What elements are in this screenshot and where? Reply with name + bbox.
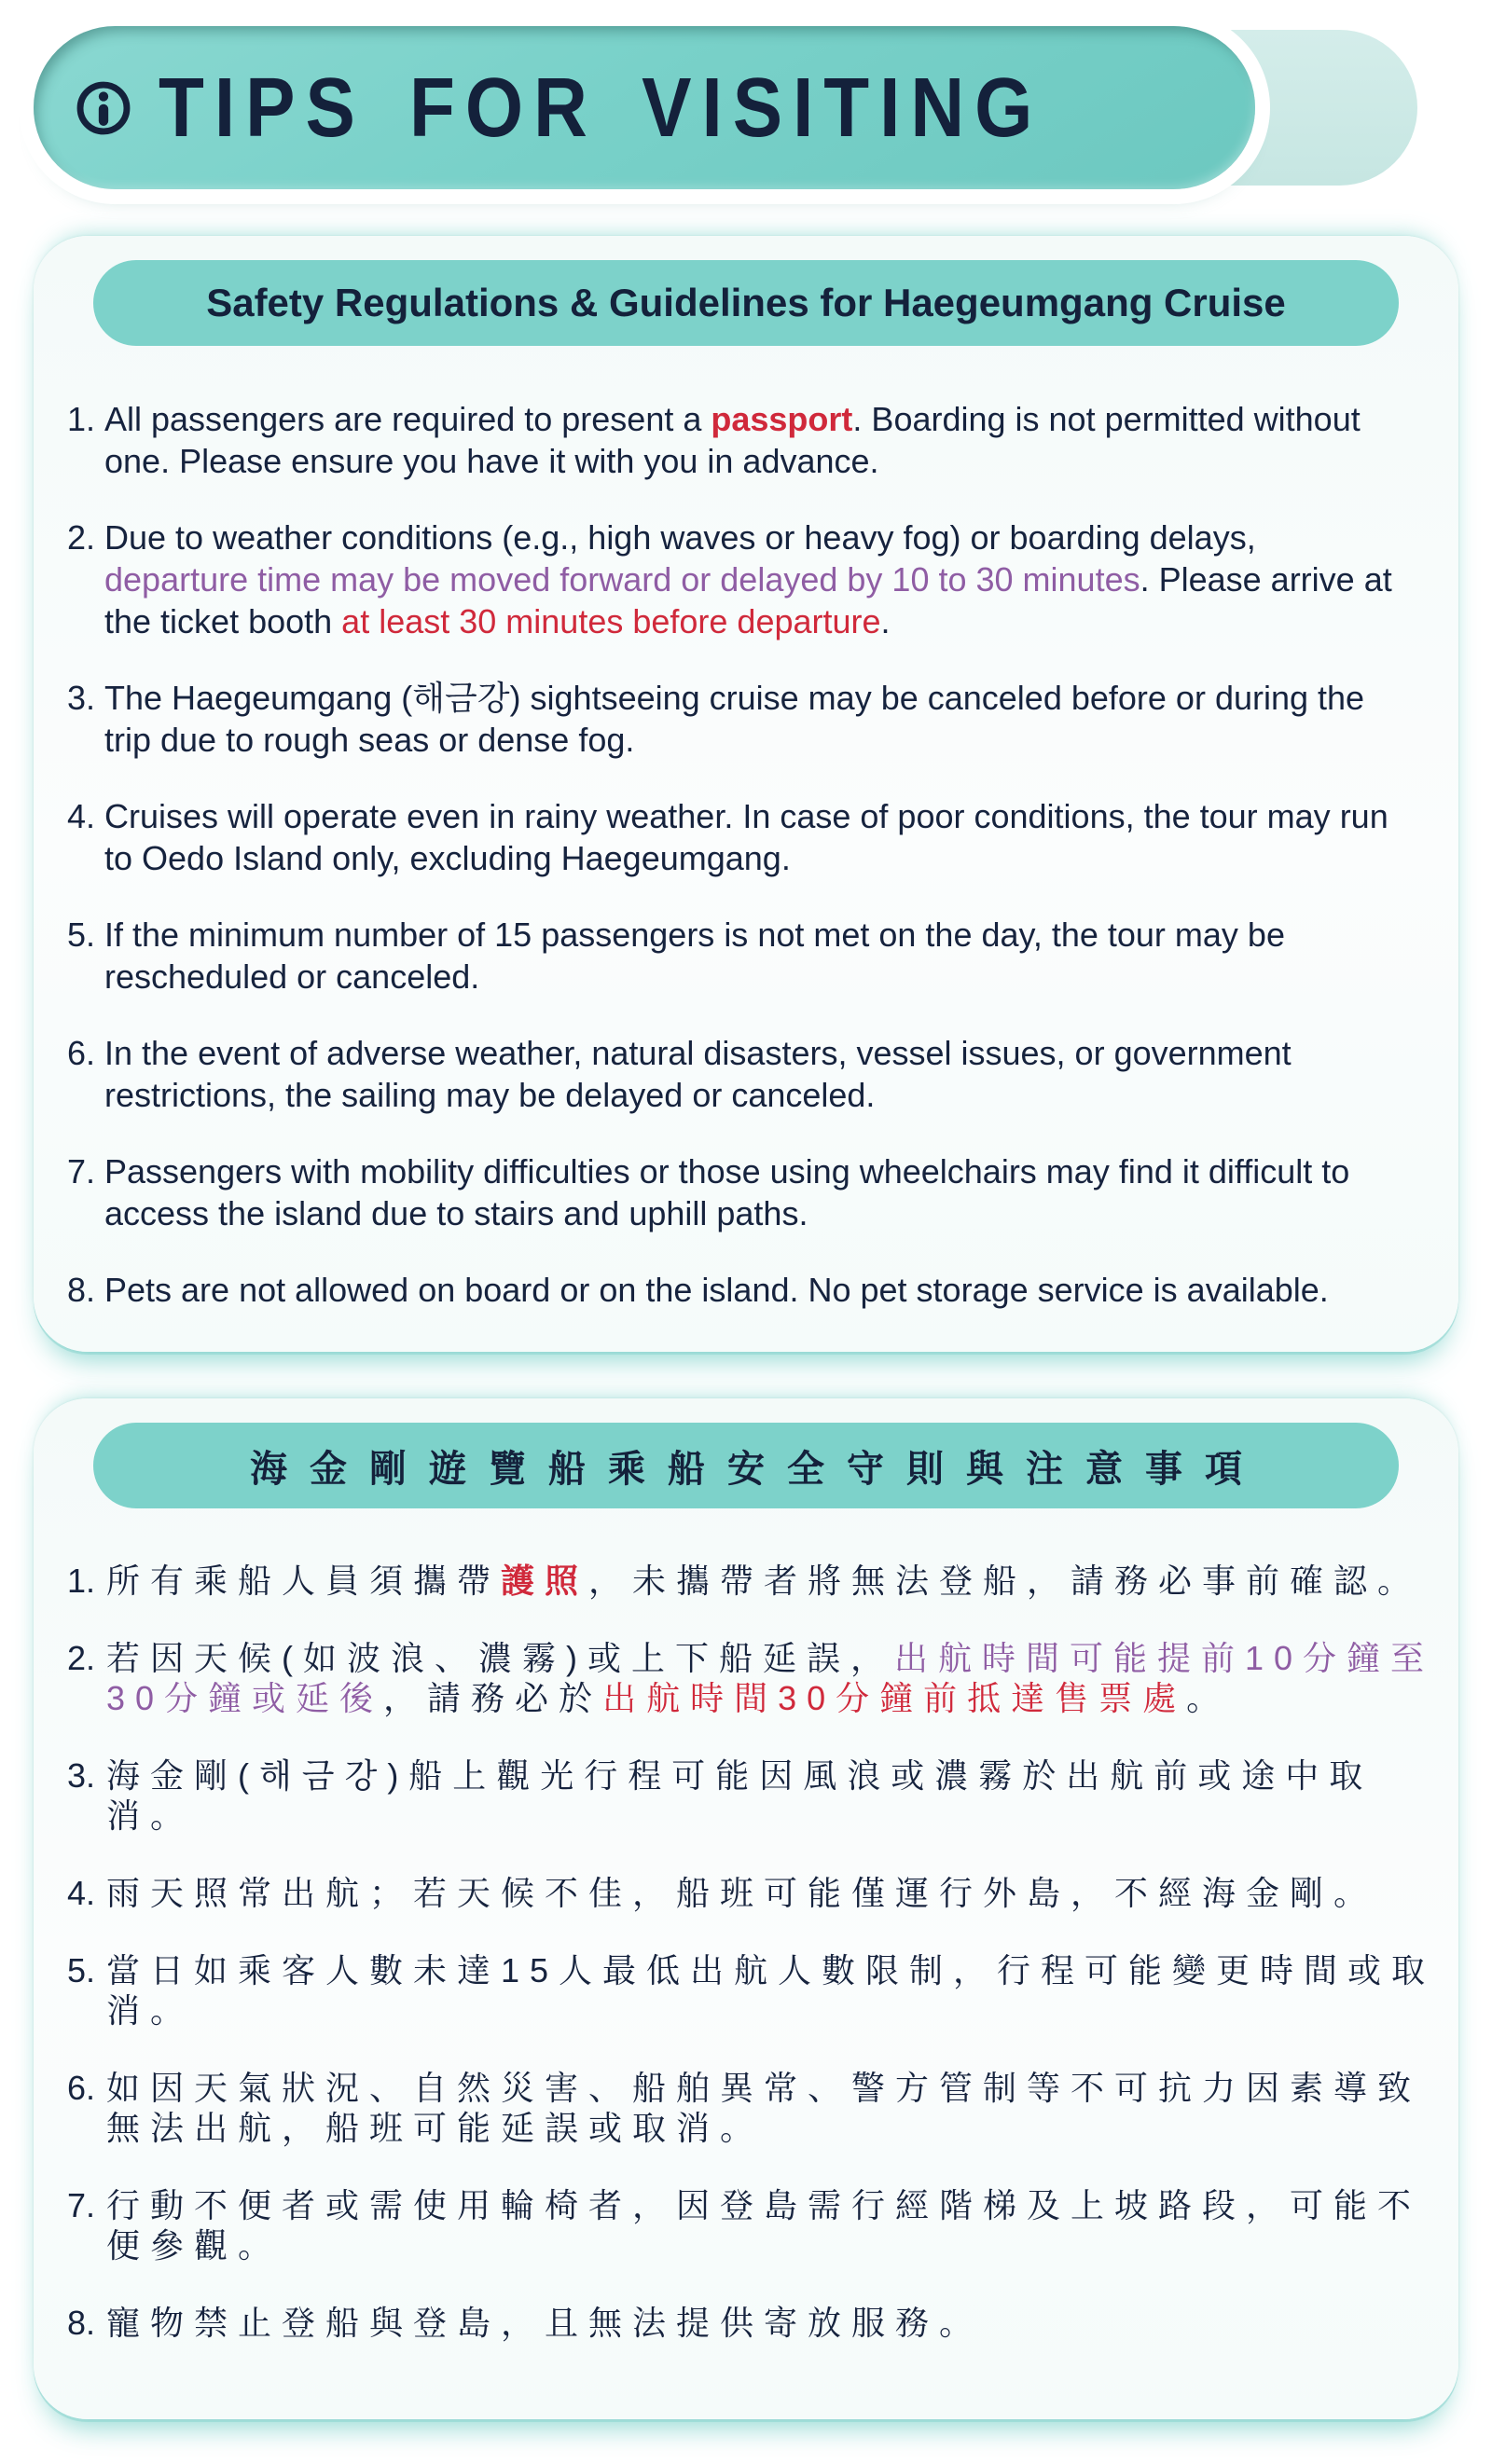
text-segment: ，未攜帶者將無法登船，請務必事前確認。 — [588, 1562, 1422, 1600]
rule-number: 4. — [67, 1874, 96, 1912]
highlight-red-bold: 護照 — [501, 1562, 589, 1600]
rule-number: 8. — [67, 1271, 96, 1309]
banner — [34, 26, 1458, 189]
rule-text — [106, 2303, 1442, 2343]
text-segment: ，請務必於 — [383, 1679, 603, 1717]
highlight-purple: 出航時間可能提前10分鐘至30分鐘或延後 — [106, 1639, 1435, 1717]
text-segment: Passengers with mobility difficulties or those using wheelchairs may find it difficult to access the island due to stairs and uphill paths. — [104, 1152, 1350, 1232]
rule-text — [104, 1150, 1406, 1234]
text-segment: 如因天氣狀況、自然災害、船舶異常、警方管制等不可抗力因素導致無法出航，船班可能延誤或取消。 — [106, 2069, 1422, 2147]
highlight-red: at least 30 minutes before departure — [341, 602, 881, 640]
rule-item — [67, 1950, 1442, 2030]
rule-text — [106, 1950, 1442, 2030]
card-english-rules — [34, 236, 1458, 1352]
text-segment: All passengers are required to present a — [104, 400, 711, 438]
rule-number: 1. — [67, 1562, 96, 1600]
text-segment: 行動不便者或需使用輪椅者，因登島需行經階梯及上坡路段，可能不便參觀。 — [106, 2186, 1422, 2264]
rule-text — [104, 795, 1406, 879]
text-segment: 寵物禁止登船與登島，且無法提供寄放服務。 — [106, 2304, 984, 2342]
text-segment: If the minimum number of 15 passengers is not met on the day, the tour may be rescheduled or canceled. — [104, 915, 1285, 996]
rule-item — [67, 677, 1406, 761]
rule-item — [67, 516, 1406, 642]
highlight-purple: departure time may be moved forward or delayed by 10 to 30 minutes — [104, 560, 1140, 599]
text-segment: 海金剛(해금강)船上觀光行程可能因風浪或濃霧於出航前或途中取消。 — [106, 1756, 1374, 1835]
rule-number: 6. — [67, 1034, 96, 1072]
text-segment: 。 — [1186, 1679, 1231, 1717]
text-segment: 若因天候(如波浪、濃霧)或上下船延誤， — [106, 1639, 894, 1677]
text-segment: . — [880, 602, 891, 640]
text-segment: . Please arrive at the ticket booth — [104, 560, 1392, 640]
rule-text — [104, 1032, 1406, 1116]
banner-pill — [34, 26, 1255, 189]
text-segment: Cruises will operate even in rainy weather. In case of poor conditions, the tour may run to Oedo Island only, excluding Haegeumgang. — [104, 797, 1388, 877]
rule-text — [104, 398, 1406, 482]
rule-number: 1. — [67, 400, 96, 438]
section-header-title-chinese: 海金剛遊覽船乘船安全守則與注意事項 — [250, 1448, 1264, 1490]
section-header-pill-english — [93, 260, 1399, 346]
rule-number: 5. — [67, 915, 96, 954]
text-segment: 所有乘船人員須攜帶 — [106, 1562, 502, 1600]
text-segment: . Boarding is not permitted without one. Please ensure you have it with you in advance. — [104, 400, 1361, 480]
text-segment: The Haegeumgang (해금강) sightseeing cruise may be canceled before or during the trip due to rough seas or dense fog. — [104, 679, 1365, 759]
highlight-red: 出航時間30分鐘前抵達售票處 — [602, 1679, 1187, 1717]
section-header-pill-chinese — [93, 1423, 1399, 1508]
rule-item — [67, 398, 1406, 482]
rule-text — [104, 914, 1406, 998]
info-icon — [75, 79, 132, 137]
rule-item — [67, 1561, 1442, 1601]
rule-number: 8. — [67, 2304, 96, 2342]
rule-item — [67, 1638, 1442, 1718]
rule-text — [106, 2068, 1442, 2148]
rule-item — [67, 2185, 1442, 2265]
highlight-red-bold: passport — [711, 400, 853, 438]
rule-number: 6. — [67, 2069, 96, 2107]
rule-number: 4. — [67, 797, 96, 835]
rule-item — [67, 2303, 1442, 2343]
rules-list-chinese — [34, 1561, 1458, 2343]
rule-text — [106, 1873, 1442, 1913]
rule-item — [67, 1873, 1442, 1913]
rule-number: 2. — [67, 518, 96, 557]
rule-item — [67, 914, 1406, 998]
rule-item — [67, 795, 1406, 879]
rules-list-english — [34, 398, 1458, 1311]
rule-item — [67, 1755, 1442, 1836]
rule-number: 3. — [67, 679, 96, 717]
rule-number: 2. — [67, 1639, 96, 1677]
rule-text — [106, 1561, 1442, 1601]
rule-item — [67, 2068, 1442, 2148]
rule-number: 5. — [67, 1951, 96, 1989]
rule-number: 7. — [67, 2186, 96, 2224]
rule-text — [104, 677, 1406, 761]
rule-text — [106, 2185, 1442, 2265]
rule-number: 3. — [67, 1756, 96, 1795]
rule-number: 7. — [67, 1152, 96, 1191]
text-segment: 當日如乘客人數未達15人最低出航人數限制，行程可能變更時間或取消。 — [106, 1951, 1436, 2030]
text-segment: Due to weather conditions (e.g., high waves or heavy fog) or boarding delays, — [104, 518, 1256, 557]
text-segment: Pets are not allowed on board or on the island. No pet storage service is available. — [104, 1271, 1329, 1309]
page-title: TIPS FOR VISITING — [159, 61, 1043, 154]
rule-text — [104, 516, 1406, 642]
rule-text — [106, 1755, 1442, 1836]
rule-item — [67, 1150, 1406, 1234]
rule-text — [104, 1269, 1406, 1311]
rule-item — [67, 1269, 1406, 1311]
text-segment: 雨天照常出航；若天候不佳，船班可能僅運行外島，不經海金剛。 — [106, 1874, 1378, 1912]
rule-text — [106, 1638, 1442, 1718]
text-segment: In the event of adverse weather, natural disasters, vessel issues, or government restrictions, the sailing may be delayed or canceled. — [104, 1034, 1292, 1114]
section-header-title-english: Safety Regulations & Guidelines for Haegeumgang Cruise — [206, 281, 1286, 324]
card-chinese-rules — [34, 1398, 1458, 2419]
rule-item — [67, 1032, 1406, 1116]
